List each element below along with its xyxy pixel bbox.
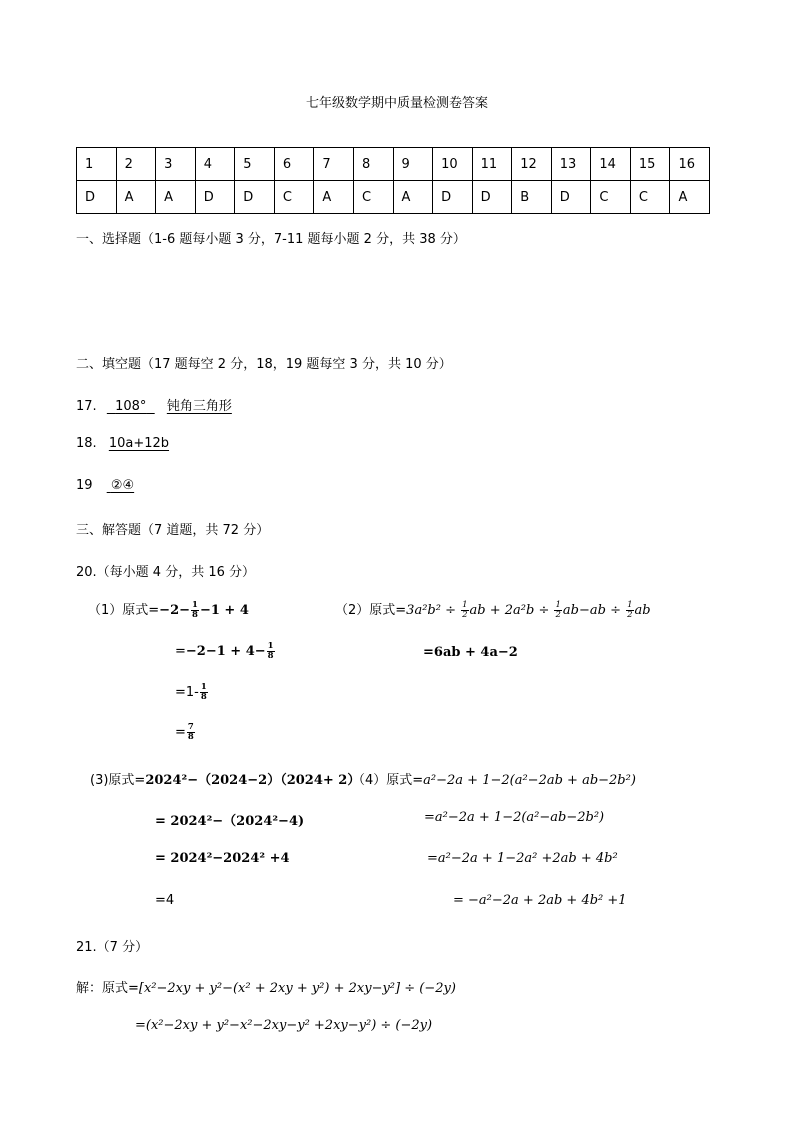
answer-number-cell: 12 xyxy=(512,148,552,181)
answer-letter-cell: C xyxy=(591,181,631,214)
answer-letter-cell: B xyxy=(512,181,552,214)
answer-letter-cell: D xyxy=(77,181,117,214)
answer-number-cell: 11 xyxy=(472,148,512,181)
q20-1-line3: =1- $\frac{1}{8}$ xyxy=(175,682,207,702)
q17-row xyxy=(76,395,232,414)
answer-number-cell: 4 xyxy=(195,148,235,181)
answer-letter-cell: C xyxy=(353,181,393,214)
q19-label: 19 xyxy=(76,478,93,493)
answer-number-cell: 3 xyxy=(156,148,196,181)
q20-2-line1: （2）原式=3a²b² ÷ $\frac{1}{2}$ ab + 2a²b ÷ $\frac{1}{2}$ ab−ab ÷ $\frac{1}{2}$ ab xyxy=(335,600,651,620)
answer-number-cell: 14 xyxy=(591,148,631,181)
q20-4-line2: =a²−2a + 1−2(a²−ab−2b²) xyxy=(424,810,605,825)
q20-4-line4: = −a²−2a + 2ab + 4b² +1 xyxy=(453,893,627,908)
answer-letter-cell: A xyxy=(314,181,354,214)
answer-letter-cell: D xyxy=(551,181,591,214)
answer-letter-cell: A xyxy=(156,181,196,214)
answer-number-cell: 2 xyxy=(116,148,156,181)
q20-2-line2: =6ab + 4a−2 xyxy=(423,645,518,660)
answer-letter-cell: D xyxy=(235,181,275,214)
answer-number-cell: 16 xyxy=(670,148,710,181)
q18-row xyxy=(76,436,169,451)
answer-letter-cell: D xyxy=(195,181,235,214)
q17-answer-triangle: 钝角三角形 xyxy=(166,399,232,414)
q20-3-line3: = 2024²−2024² +4 xyxy=(155,851,290,866)
answer-number-cell: 15 xyxy=(630,148,670,181)
q20-4-line1: （4）原式=a²−2a + 1−2(a²−2ab + ab−2b²) xyxy=(352,773,636,788)
q19-answer: ②④ xyxy=(110,478,135,493)
answer-letter-cell: A xyxy=(116,181,156,214)
q20-1-line4: = $\frac{7}{8}$ xyxy=(175,722,194,742)
q20-3-line1: (3)原式=2024²−（2024−2）（2024+ 2） xyxy=(90,773,361,788)
answer-letter-cell: A xyxy=(670,181,710,214)
answer-number-cell: 8 xyxy=(353,148,393,181)
answer-letter-row xyxy=(77,181,710,214)
q20-3-line4: =4 xyxy=(155,893,175,908)
q21-line2: =(x²−2xy + y²−x²−2xy−y² +2xy−y²) ÷ (−2y) xyxy=(135,1018,433,1033)
answer-number-cell: 10 xyxy=(433,148,473,181)
answer-number-cell: 13 xyxy=(551,148,591,181)
answer-number-row xyxy=(77,148,710,181)
answer-table xyxy=(76,147,710,214)
answer-number-cell: 1 xyxy=(77,148,117,181)
section-fill-heading: 二、填空题（17 题每空 2 分，18，19 题每空 3 分，共 10 分） xyxy=(76,357,452,372)
q19-row xyxy=(76,478,134,493)
answer-letter-cell: C xyxy=(630,181,670,214)
section-choice-heading: 一、选择题（1-6 题每小题 3 分，7-11 题每小题 2 分，共 38 分） xyxy=(76,232,466,247)
q21-line1: 解：原式=[x²−2xy + y²−(x² + 2xy + y²) + 2xy−y²] ÷ (−2y) xyxy=(76,981,456,996)
q20-1-line1: （1）原式=−2− $\frac{1}{8}$ −1 + 4 xyxy=(88,600,249,620)
q20-heading: 20.（每小题 4 分，共 16 分） xyxy=(76,565,256,580)
answer-letter-cell: C xyxy=(274,181,314,214)
section-solve-heading: 三、解答题（7 道题，共 72 分） xyxy=(76,523,270,538)
q20-3-line2: = 2024²−（2024²−4) xyxy=(155,814,305,829)
q18-label: 18. xyxy=(76,436,97,451)
answer-number-cell: 7 xyxy=(314,148,354,181)
q20-4-line3: =a²−2a + 1−2a² +2ab + 4b² xyxy=(427,851,618,866)
answer-number-cell: 9 xyxy=(393,148,433,181)
answer-letter-cell: D xyxy=(433,181,473,214)
answer-number-cell: 6 xyxy=(274,148,314,181)
answer-letter-cell: D xyxy=(472,181,512,214)
q21-heading: 21.（7 分） xyxy=(76,940,149,955)
q17-answer-angle: 108° xyxy=(115,399,147,414)
answer-letter-cell: A xyxy=(393,181,433,214)
q17-label: 17. xyxy=(76,399,97,414)
answer-number-cell: 5 xyxy=(235,148,275,181)
q20-1-line2: =−2−1 + 4− $\frac{1}{8}$ xyxy=(175,641,274,661)
page-title: 七年级数学期中质量检测卷答案 xyxy=(305,96,488,111)
q18-answer: 10a+12b xyxy=(108,436,170,451)
